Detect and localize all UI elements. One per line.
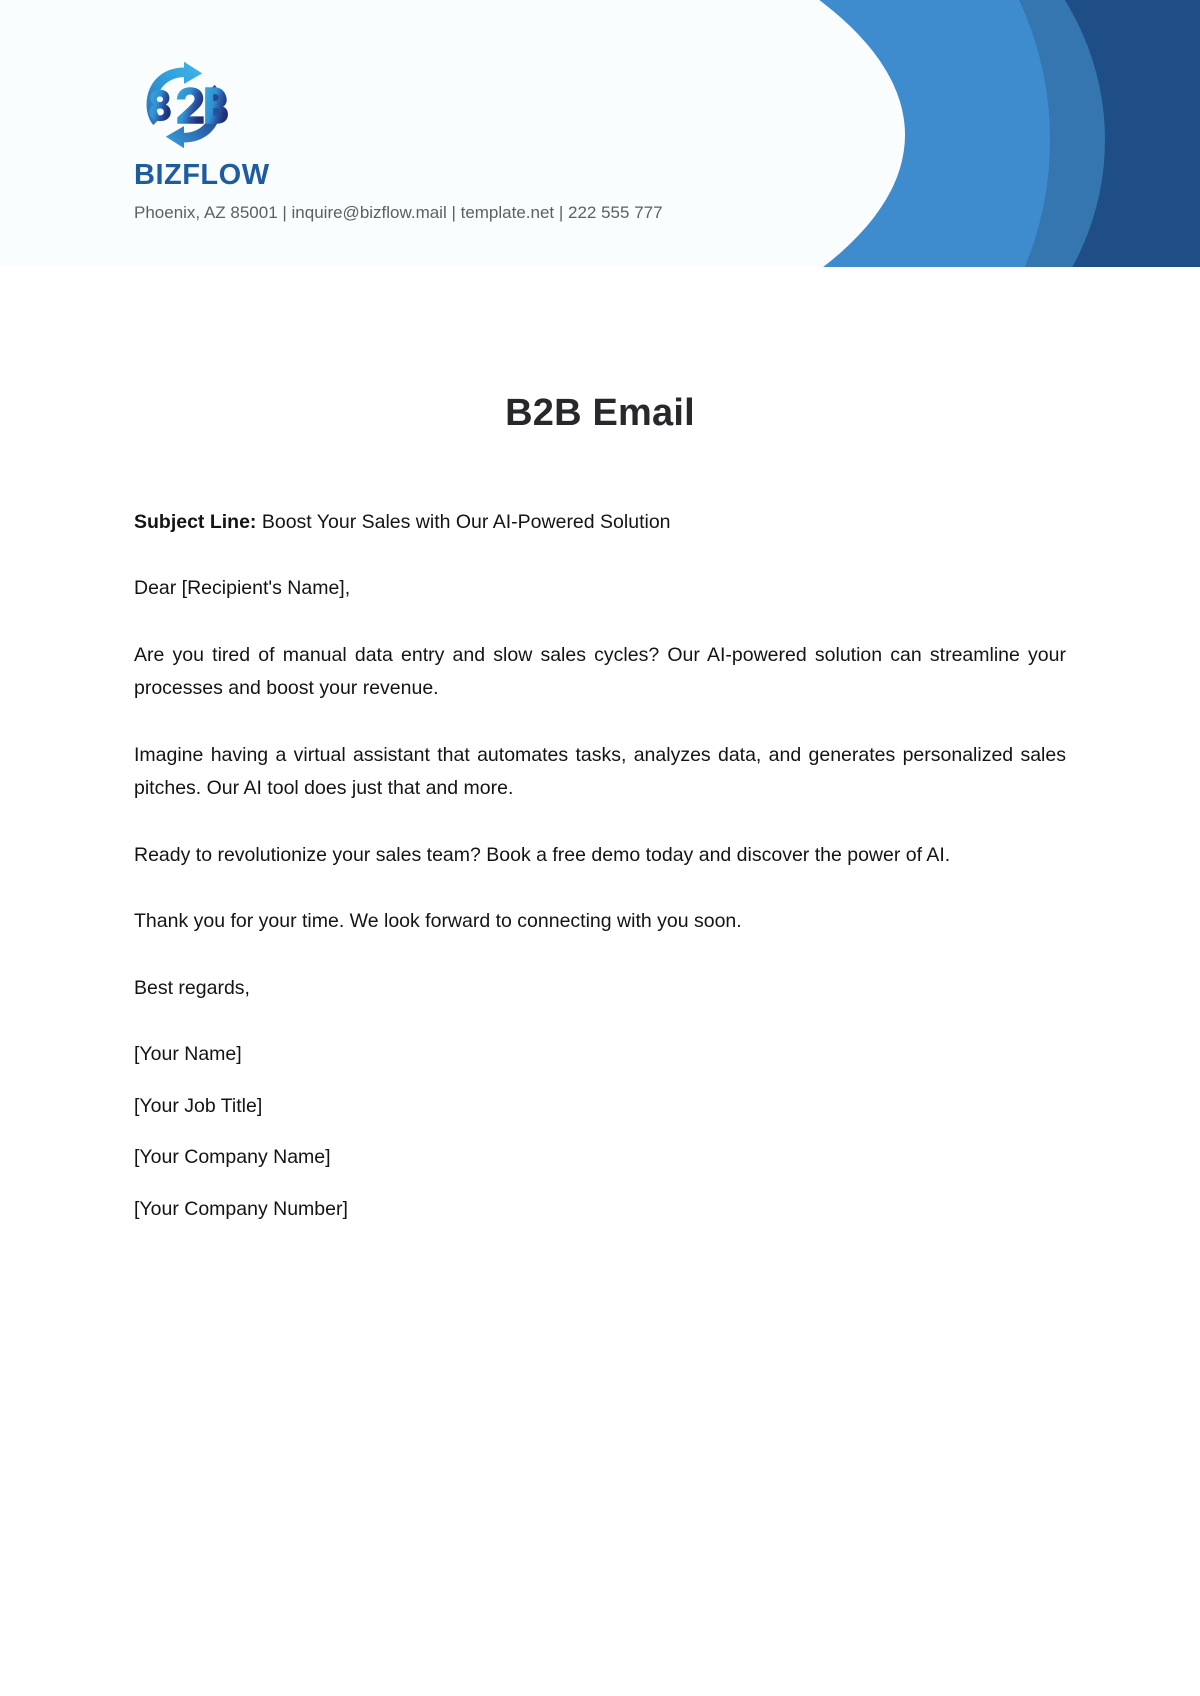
body-paragraph-1: Are you tired of manual data entry and slow sales cycles? Our AI-powered solution can streamline your processes and boost your revenue. — [134, 643, 1066, 700]
signature-block — [134, 1038, 1066, 1226]
salutation: Dear [Recipient's Name], — [134, 577, 351, 600]
signature-your-name: [Your Name] — [134, 1043, 242, 1066]
body-paragraph-3: Ready to revolutionize your sales team? Book a free demo today and discover the power of AI. — [134, 843, 951, 866]
signature-job-title: [Your Job Title] — [134, 1094, 263, 1117]
b2b-cycle-logo-icon — [136, 57, 232, 153]
page-title: B2B Email — [505, 392, 695, 434]
letterhead-header — [0, 0, 1200, 269]
signature-company-number: [Your Company Number] — [134, 1197, 348, 1220]
brand-block — [134, 57, 663, 223]
company-name: BIZFLOW — [134, 159, 270, 191]
body-paragraph-2: Imagine having a virtual assistant that automates tasks, analyzes data, and generates personalized sales pitches. Our AI tool does just that and more. — [134, 743, 1066, 800]
document-body — [0, 269, 1200, 1227]
body-paragraph-4: Thank you for your time. We look forward to connecting with you soon. — [134, 910, 742, 933]
closing-line: Best regards, — [134, 976, 250, 999]
subject-value: Boost Your Sales with Our AI-Powered Solution — [256, 510, 671, 533]
company-contact-line: Phoenix, AZ 85001 | inquire@bizflow.mail | template.net | 222 555 777 — [134, 203, 663, 222]
signature-company-name: [Your Company Name] — [134, 1146, 331, 1169]
letter-content — [134, 506, 1066, 1227]
subject-line — [134, 506, 1066, 540]
subject-label: Subject Line: — [134, 510, 257, 533]
